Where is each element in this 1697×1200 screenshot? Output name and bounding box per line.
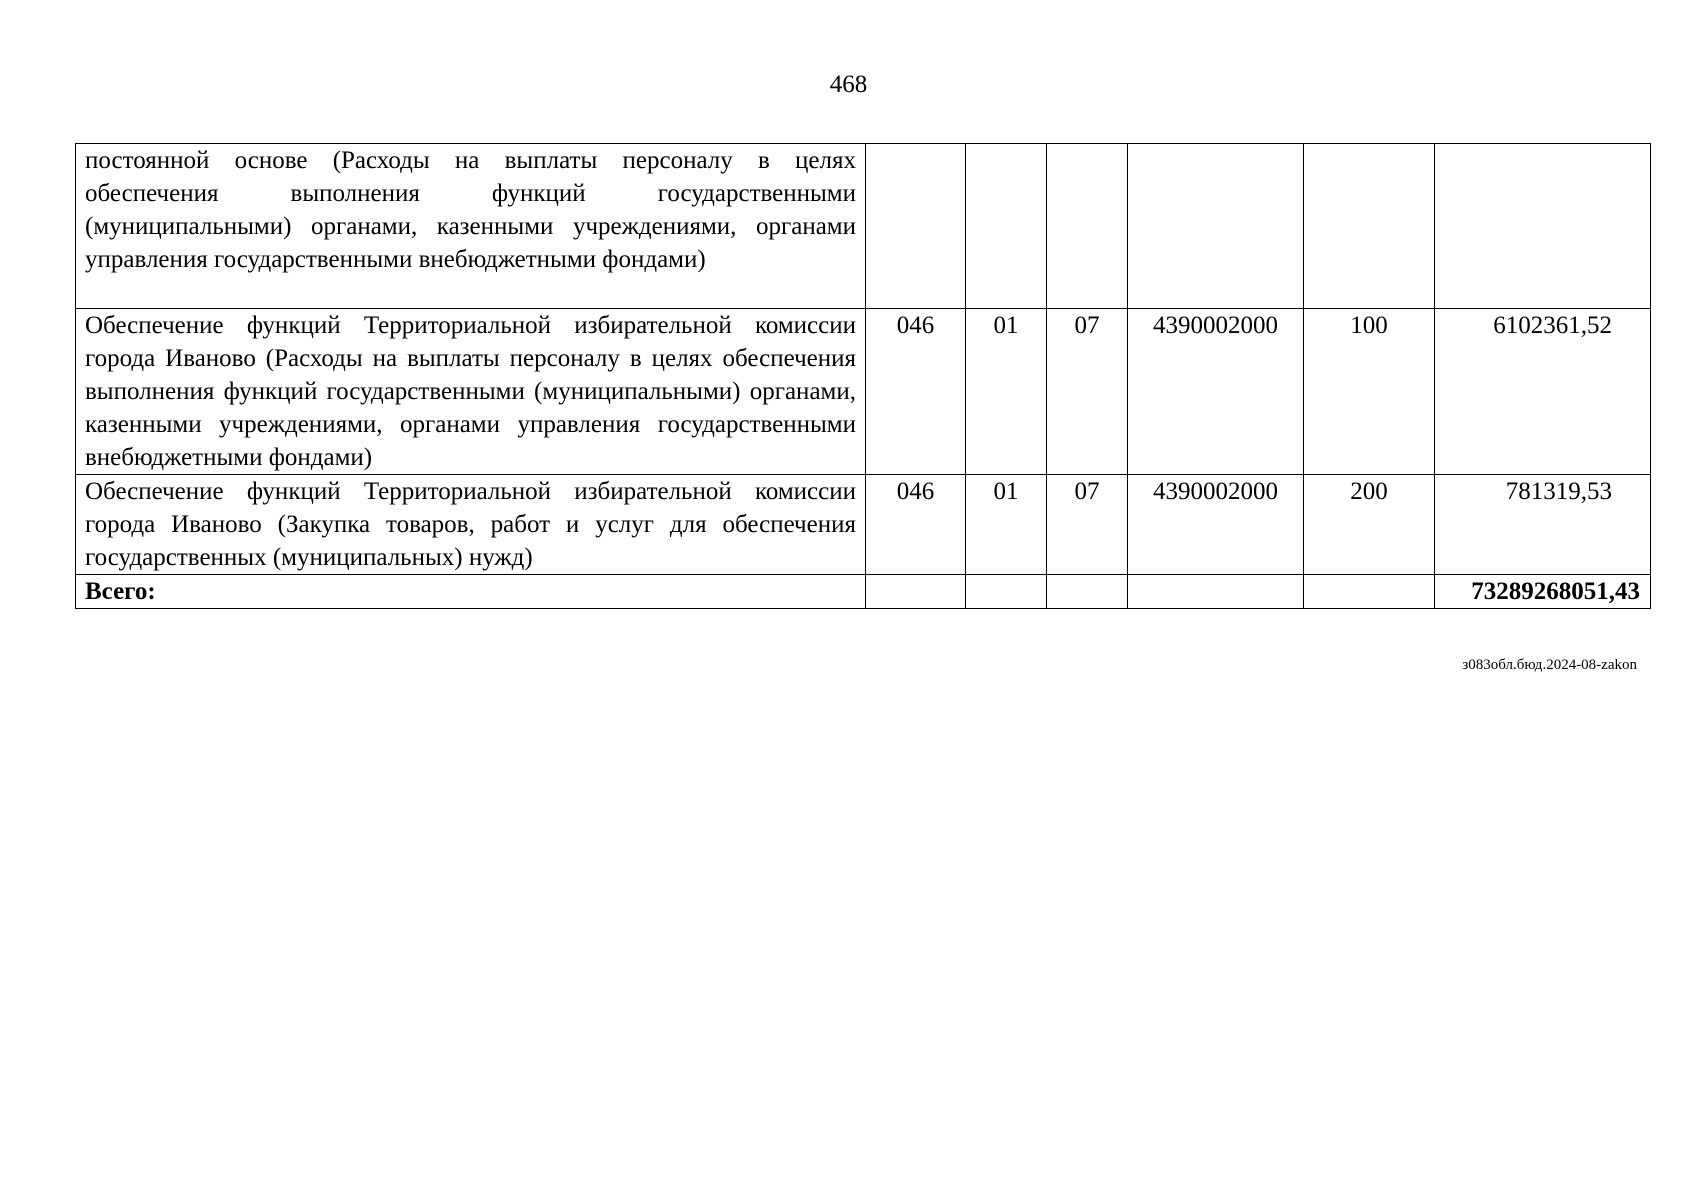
empty-cell [866,575,966,609]
expense-type-code: 100 [1304,309,1435,475]
target-article-code: 4390002000 [1128,475,1304,575]
section-code: 01 [966,309,1047,475]
table-row [76,144,1651,309]
row-description: Обеспечение функций Территориальной избирательной комиссии города Иваново (Расходы на выплаты персоналу в целях обеспечения выполнения функций государственными (муниципальными) органами, казенными учреждениями, органами управления государственными внебюджетными фондами) [76,309,866,475]
ministry-code: 046 [866,475,966,575]
amount-cell: 781319,53 [1435,475,1651,575]
subsection-code: 07 [1047,309,1128,475]
target-article-code: 4390002000 [1128,309,1304,475]
ministry-code: 046 [866,309,966,475]
budget-table [75,143,1651,609]
empty-cell [1304,575,1435,609]
row-description: постоянной основе (Расходы на выплаты персоналу в целях обеспечения выполнения функций государственными (муниципальными) органами, казенными учреждениями, органами управления государственными внебюджетными фондами) [76,144,866,309]
expense-type-code: 200 [1304,475,1435,575]
amount-cell [1435,144,1651,309]
amount-cell: 6102361,52 [1435,309,1651,475]
table-row [76,475,1651,575]
expense-type-code [1304,144,1435,309]
section-code: 01 [966,475,1047,575]
target-article-code [1128,144,1304,309]
total-label: Всего: [76,575,866,609]
subsection-code [1047,144,1128,309]
ministry-code [866,144,966,309]
empty-cell [1128,575,1304,609]
subsection-code: 07 [1047,475,1128,575]
section-code [966,144,1047,309]
empty-cell [1047,575,1128,609]
document-code: з083обл.бюд.2024-08-zakon [1462,657,1637,673]
row-description: Обеспечение функций Территориальной избирательной комиссии города Иваново (Закупка товаров, работ и услуг для обеспечения государственных (муниципальных) нужд) [76,475,866,575]
total-amount: 73289268051,43 [1435,575,1651,609]
empty-cell [966,575,1047,609]
table-row [76,309,1651,475]
total-row [76,575,1651,609]
page-number: 468 [829,71,868,98]
